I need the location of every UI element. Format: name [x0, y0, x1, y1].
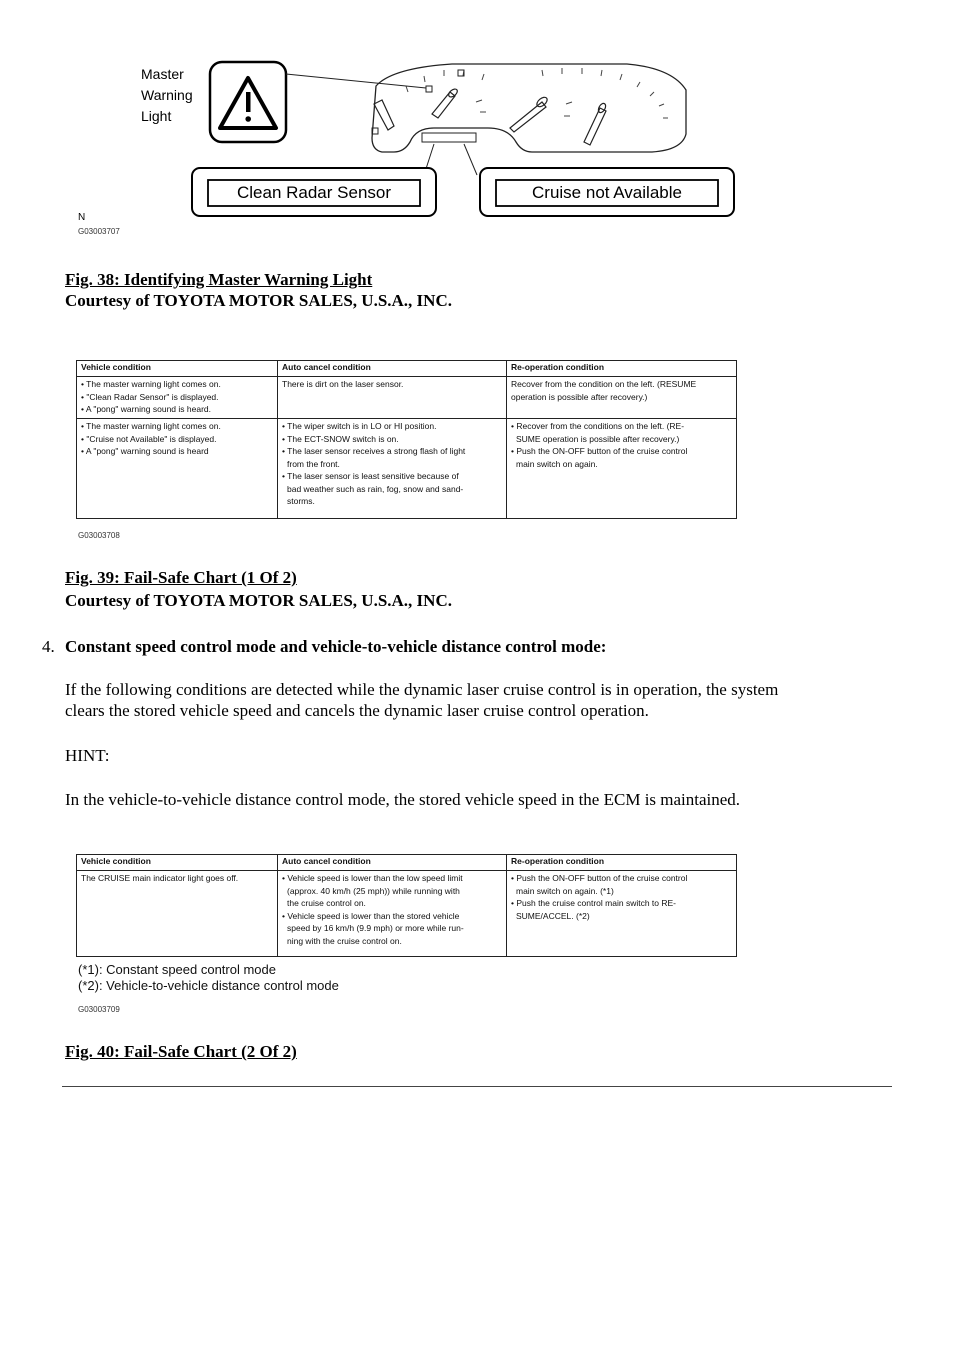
callout-line-3: Light: [141, 108, 172, 124]
table-row: [77, 377, 737, 419]
fig40-image-id: G03003709: [78, 1005, 120, 1014]
header-auto-cancel: Auto cancel condition: [278, 855, 507, 871]
table-row: [77, 419, 737, 519]
table-header-row: [77, 855, 737, 871]
multi-display: [422, 133, 476, 142]
cell-re-operation: • Recover from the conditions on the left. (RE- SUME operation is possible after recovery.) • Push the ON-OFF button of the cruise control main switch on again.: [507, 419, 737, 519]
fig40-title: Fig. 40: Fail-Safe Chart (2 Of 2): [65, 1042, 297, 1061]
cell-vehicle-condition: • The master warning light comes on. • "Cruise not Available" is displayed. • A "pong" warning sound is heard: [77, 419, 278, 519]
cell-vehicle-condition: The CRUISE main indicator light goes off.: [77, 871, 278, 957]
master-warning-callout-text: [141, 64, 193, 127]
section-number: 4.: [42, 637, 55, 656]
indicator-lamp: [426, 86, 432, 92]
fig38-title: Fig. 38: Identifying Master Warning Light: [65, 270, 373, 289]
note-2: (*2): Vehicle-to-vehicle distance control mode: [78, 978, 339, 993]
cell-auto-cancel: • Vehicle speed is lower than the low speed limit (approx. 40 km/h (25 mph)) while running with the cruise control on. • Vehicle speed is lower than the stored vehicle speed by 16 km/h (9.9 mph) or more while run- ning with the cruise control on.: [278, 871, 507, 957]
table-header-row: [77, 361, 737, 377]
header-vehicle-condition: Vehicle condition: [77, 855, 278, 871]
table-row: [77, 871, 737, 957]
gauge-ticks: [406, 68, 668, 118]
north-mark: N: [78, 212, 86, 223]
cell-auto-cancel: There is dirt on the laser sensor.: [278, 377, 507, 419]
page-divider: [62, 1086, 892, 1087]
fig39-title: Fig. 39: Fail-Safe Chart (1 Of 2): [65, 568, 297, 587]
fig38-credit: Courtesy of TOYOTA MOTOR SALES, U.S.A., INC.: [65, 291, 452, 310]
cell-auto-cancel: • The wiper switch is in LO or HI position. • The ECT-SNOW switch is on. • The laser sensor receives a strong flash of light from the front. • The laser sensor is least sensitive because of bad weather such as rain, fog, snow and sand- storms.: [278, 419, 507, 519]
fig39-image-id: G03003708: [78, 531, 120, 540]
note-1: (*1): Constant speed control mode: [78, 962, 276, 977]
callout-line-2: Warning: [141, 87, 193, 103]
header-re-operation: Re-operation condition: [507, 361, 737, 377]
cluster-outline: [372, 64, 686, 152]
cell-re-operation: Recover from the condition on the left. (RESUME operation is possible after recovery.): [507, 377, 737, 419]
callout-line-1: Master: [141, 66, 184, 82]
display-cruise-text: Cruise not Available: [532, 183, 682, 202]
section-heading: Constant speed control mode and vehicle-to-vehicle distance control mode:: [65, 637, 607, 656]
header-auto-cancel: Auto cancel condition: [278, 361, 507, 377]
header-re-operation: Re-operation condition: [507, 855, 737, 871]
fig40-notes: [78, 962, 339, 994]
fail-safe-table-1: [76, 360, 737, 519]
fig38-image-id: G03003707: [78, 227, 120, 236]
header-vehicle-condition: Vehicle condition: [77, 361, 278, 377]
fail-safe-table-2: [76, 854, 737, 957]
hint-text: In the vehicle-to-vehicle distance control mode, the stored vehicle speed in the ECM is maintained.: [65, 790, 741, 809]
cell-vehicle-condition: • The master warning light comes on. • "Clean Radar Sensor" is displayed. • A "pong" warning sound is heard.: [77, 377, 278, 419]
cell-re-operation: • Push the ON-OFF button of the cruise control main switch on again. (*1) • Push the cruise control main switch to RE- SUME/ACCEL. (*2): [507, 871, 737, 957]
section-paragraph: If the following conditions are detected while the dynamic laser cruise control is in operation, the system clears the stored vehicle speed and cancels the dynamic laser cruise control operation.: [65, 680, 779, 720]
display-clean-radar-text: Clean Radar Sensor: [236, 183, 392, 202]
hint-label: HINT:: [65, 746, 110, 765]
fig39-credit: Courtesy of TOYOTA MOTOR SALES, U.S.A., INC.: [65, 591, 452, 610]
gauge-needles: [374, 87, 607, 145]
